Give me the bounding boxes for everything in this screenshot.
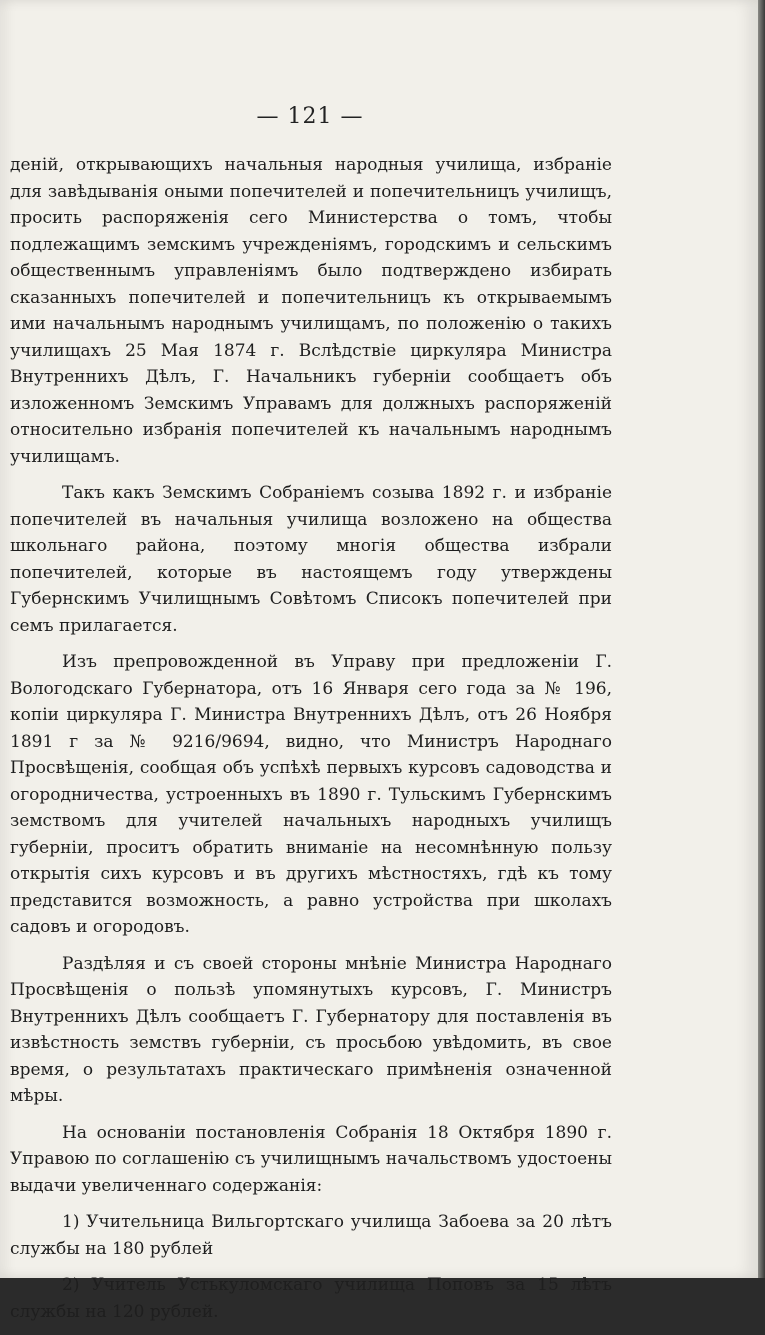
paragraph-minister-opinion: Раздѣляя и съ своей стороны мнѣніе Министра Народнаго Просвѣщенія о пользѣ упомянутыхъ курсовъ, Г. Министръ Внутреннихъ Дѣлъ сообщаетъ Г. Губернатору для поставленія въ извѣстность земствъ губерніи, съ просьбою увѣдомить, въ свое время, о результатахъ практическаго примѣненія означенной мѣры.: [10, 953, 612, 1106]
page-number: — 121 —: [256, 104, 364, 129]
list-item-teacher-zaboeva: 1) Учительница Вильгортскаго училища Забоева за 20 лѣтъ службы на 180 рублей: [10, 1212, 612, 1259]
paragraph-salary-increase: На основаніи постановленія Собранія 18 Октября 1890 г. Управою по соглашенію съ училищнымъ начальствомъ удостоены выдачи увеличеннаго содержанія:: [10, 1122, 612, 1196]
paragraph-gardening-courses: Изъ препровожденной въ Управу при предложеніи Г. Вологодскаго Губернатора, отъ 16 Января сего года за № 196, копіи циркуляра Г. Министра Внутреннихъ Дѣлъ, отъ 26 Ноября 1891 г за № 9216/9694, видно, что Министръ Народнаго Просвѣщенія, сообщая объ успѣхѣ первыхъ курсовъ садоводства и огородничества, устроенныхъ въ 1890 г. Тульскимъ Губернскимъ земствомъ для учителей начальныхъ народныхъ училищъ губерніи, проситъ обратить вниманіе на несомнѣнную пользу открытія сихъ курсовъ и въ другихъ мѣстностяхъ, гдѣ къ тому представится возможность, а равно устройства при школахъ садовъ и огородовъ.: [10, 652, 612, 937]
paragraph-circular-continuation: деній, открывающихъ начальныя народныя училища, избраніе для завѣдыванія оными попечителей и попечительницъ училищъ, просить распоряженія сего Министерства о томъ, чтобы подлежащимъ земскимъ учрежденіямъ, городскимъ и сельскимъ общественнымъ управленіямъ было подтверждено избирать сказанныхъ попечителей и попечительницъ къ открываемымъ ими начальнымъ народнымъ училищамъ, по положенію о такихъ училищахъ 25 Мая 1874 г. Вслѣдствіе циркуляра Министра Внутреннихъ Дѣлъ, Г. Начальникъ губерніи сообщаетъ объ изложенномъ Земскимъ Управамъ для должныхъ распоряженій относительно избранія попечителей къ начальнымъ народнымъ училищамъ.: [10, 155, 612, 467]
list-item-teacher-popov: 2) Учитель Устькуломскаго училища Поповъ за 15 лѣтъ службы на 120 рублей.: [10, 1275, 612, 1322]
book-spine-edge: [758, 0, 765, 1278]
body-text: [10, 152, 612, 1335]
paragraph-trustees-election: Такъ какъ Земскимъ Собраніемъ созыва 1892 г. и избраніе попечителей въ начальныя училища возложено на общества школьнаго района, поэтому многія общества избрали попечителей, которые въ настоящемъ году утверждены Губернскимъ Училищнымъ Совѣтомъ Списокъ попечителей при семъ прилагается.: [10, 483, 612, 636]
